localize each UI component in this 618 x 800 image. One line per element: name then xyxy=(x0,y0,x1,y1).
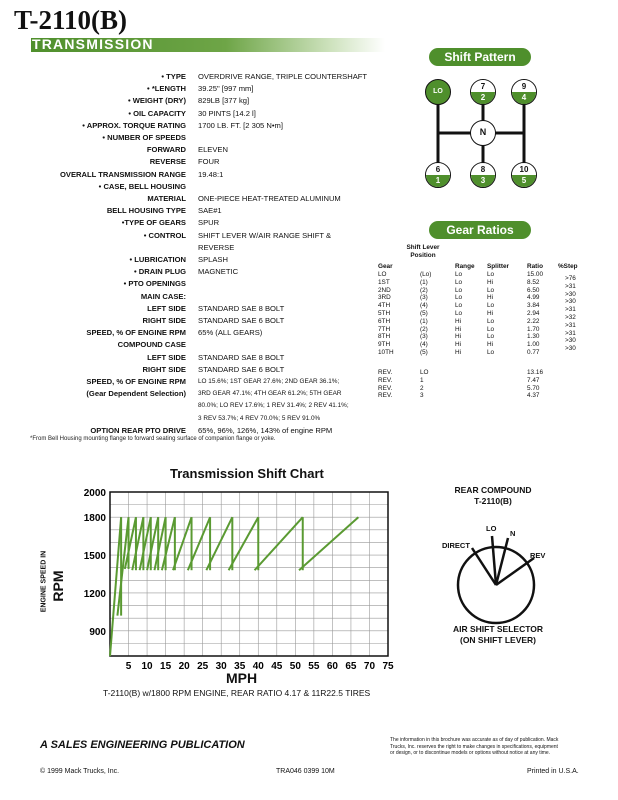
spec-value: SPUR xyxy=(198,218,220,228)
neutral-knob: N xyxy=(470,120,496,146)
reverse-cell: 13.16 xyxy=(527,369,543,376)
x-tick-label: 10 xyxy=(141,661,153,672)
x-tick-label: 60 xyxy=(326,661,338,672)
gear-cell: 9TH xyxy=(378,341,391,349)
selector-label-n: N xyxy=(510,529,516,538)
x-tick-label: 40 xyxy=(252,661,264,672)
chart-x-label: MPH xyxy=(226,670,258,686)
disclaimer-line-3: or design, or to discontinue models or options without notice at any time. xyxy=(390,750,551,756)
selector-caption-line2: (ON SHIFT LEVER) xyxy=(459,635,537,645)
gear-cell: Lo xyxy=(455,294,463,302)
spec-value: 39.25" [997 mm] xyxy=(198,84,254,94)
ratio-header: Ratio xyxy=(527,263,543,270)
spec-label: REVERSE xyxy=(149,157,186,167)
gear-cell: 6TH xyxy=(378,317,391,325)
spec-row xyxy=(0,315,400,327)
spec-value: STANDARD SAE 6 BOLT xyxy=(198,316,285,325)
gear-cell: (Lo) xyxy=(420,271,432,278)
gear-cell: Hi xyxy=(455,325,462,333)
gear-cell: 10TH xyxy=(378,349,394,356)
x-tick-label: 55 xyxy=(308,661,320,672)
spec-label: MATERIAL xyxy=(147,194,186,203)
step-cell: >31 xyxy=(565,282,576,290)
shift-lever-header: Shift Lever Position xyxy=(406,244,440,259)
spec-row xyxy=(0,376,400,388)
gear-cell: Lo xyxy=(455,278,463,286)
spec-value: REVERSE xyxy=(198,242,235,252)
spec-value: 829LB [377 kg] xyxy=(198,96,250,106)
disclaimer-line-2: Trucks, Inc. reserves the right to make changes in specifications, equipment xyxy=(390,743,558,750)
spec-value: SHIFT LEVER W/AIR RANGE SHIFT & xyxy=(198,230,332,240)
reverse-cell: 2 xyxy=(420,384,424,392)
gear-cell: Hi xyxy=(455,341,462,349)
gear-cell: Hi xyxy=(487,278,494,286)
gear-knob-label: LO xyxy=(433,88,443,95)
spec-value: 19.48:1 xyxy=(198,169,224,179)
spec-value: ELEVEN xyxy=(198,145,228,155)
gear-knob-bottom: 3 xyxy=(471,175,495,187)
gear-knob-top: 9 xyxy=(512,80,536,92)
gear-knob-top: 10 xyxy=(512,163,536,175)
gear-cell: Hi xyxy=(455,317,462,325)
spec-value: 30 PINTS [14.2 l] xyxy=(198,108,256,118)
y-tick-label: 2000 xyxy=(83,488,106,499)
spec-value: 1700 LB. FT. [2 305 N•m] xyxy=(198,120,283,130)
page-subtitle: TRANSMISSION xyxy=(32,36,154,52)
gear-cell: 2ND xyxy=(378,286,391,294)
spec-label: • TYPE xyxy=(161,72,186,81)
disclaimer-line-1: The information in this brochure was accurate as of day of publication. Mack xyxy=(390,737,559,743)
spec-row xyxy=(0,181,400,193)
selector-caption xyxy=(428,624,568,646)
spec-row xyxy=(0,254,400,266)
spec-label: COMPOUND CASE xyxy=(117,340,186,350)
gear-cell: Lo xyxy=(487,317,495,325)
reverse-cell: 7.47 xyxy=(527,376,540,384)
spec-row xyxy=(0,413,400,425)
x-tick-label: 50 xyxy=(289,661,301,672)
x-tick-label: 35 xyxy=(234,661,246,672)
spec-row xyxy=(0,339,400,351)
spec-row xyxy=(0,425,400,437)
spec-value: OVERDRIVE RANGE, TRIPLE COUNTERSHAFT xyxy=(198,72,368,81)
gear-cell: 1.70 xyxy=(527,325,540,333)
disclaimer xyxy=(390,737,558,757)
spec-label: • NUMBER OF SPEEDS xyxy=(102,133,186,142)
step-cell: >31 xyxy=(565,321,576,329)
spec-row xyxy=(0,352,400,364)
gear-cell: (3) xyxy=(420,294,428,302)
gear-cell: 4.99 xyxy=(527,294,540,302)
selector-label-direct: DIRECT xyxy=(442,541,470,550)
spec-label: OVERALL TRANSMISSION RANGE xyxy=(59,169,186,179)
chart-title: Transmission Shift Chart xyxy=(170,466,324,481)
gear-knob xyxy=(511,79,537,105)
x-tick-label: 20 xyxy=(178,661,190,672)
x-tick-label: 30 xyxy=(215,661,227,672)
shift-curve-segment xyxy=(299,517,358,570)
x-tick-label: 70 xyxy=(363,661,376,672)
reverse-cell: REV. xyxy=(378,376,393,384)
air-shift-selector-diagram xyxy=(440,520,560,630)
spec-row xyxy=(0,217,400,229)
spec-value: 65% (ALL GEARS) xyxy=(198,328,263,338)
y-tick-label: 1500 xyxy=(83,551,106,563)
gear-cell: 8TH xyxy=(378,333,391,341)
printed-in: Printed in U.S.A. xyxy=(527,768,579,775)
shift-chart xyxy=(40,480,400,695)
gear-cell: Hi xyxy=(487,310,494,317)
spec-label: • OIL CAPACITY xyxy=(128,108,186,118)
spec-row xyxy=(0,71,400,83)
gear-cell: 4TH xyxy=(378,302,391,310)
copyright: © 1999 Mack Trucks, Inc. xyxy=(40,768,120,775)
spec-label: • DRAIN PLUG xyxy=(133,267,186,277)
spec-row xyxy=(0,388,400,400)
gear-cell: Lo xyxy=(487,333,495,341)
x-tick-label: 75 xyxy=(382,661,394,672)
rear-compound-title xyxy=(428,485,558,507)
y-tick-label: 1200 xyxy=(83,588,106,600)
step-cell: >76 xyxy=(565,275,576,282)
spec-value: SAE#1 xyxy=(198,206,222,216)
gear-cell: 6.50 xyxy=(527,286,540,294)
spec-label: • CASE, BELL HOUSING xyxy=(98,181,186,191)
gear-cell: Lo xyxy=(455,302,463,310)
rear-compound-title-line2: T-2110(B) xyxy=(474,496,512,506)
spec-value: 65%, 96%, 126%, 143% of engine RPM xyxy=(198,425,333,435)
spec-row xyxy=(0,291,400,303)
gear-cell: LO xyxy=(378,271,387,278)
chart-caption: T-2110(B) w/1800 RPM ENGINE, REAR RATIO 4.17 & 11R22.5 TIRES xyxy=(103,688,371,698)
gear-cell: 1ST xyxy=(378,278,390,286)
gear-cell: Lo xyxy=(487,302,495,310)
gear-knob-bottom: 4 xyxy=(512,92,536,104)
gear-cell: 2.22 xyxy=(527,317,540,325)
gear-knob-top: 6 xyxy=(426,163,450,175)
gear-knob-bottom: 1 xyxy=(426,175,450,187)
spec-label: • APPROX. TORQUE RATING xyxy=(82,120,186,130)
footnote: *From Bell Housing mounting flange to forward seating surface of companion flange or yoke. xyxy=(30,436,276,442)
reverse-cell: 5.70 xyxy=(527,384,540,392)
reverse-cell: REV. xyxy=(378,392,393,400)
step-cell: >31 xyxy=(565,329,576,337)
shift-pattern-title: Shift Pattern xyxy=(429,48,531,66)
step-header: %Step xyxy=(558,263,578,270)
spec-label: • LUBRICATION xyxy=(129,255,186,264)
gear-cell: Hi xyxy=(487,294,494,302)
reverse-cell: 1 xyxy=(420,376,424,384)
spec-row xyxy=(0,95,400,107)
spec-label: LEFT SIDE xyxy=(147,303,186,313)
spec-label: • *LENGTH xyxy=(147,84,186,94)
gear-knob xyxy=(425,162,451,188)
spec-row xyxy=(0,364,400,376)
gear-cell: 8.52 xyxy=(527,278,540,286)
selector-label-rev: REV xyxy=(530,551,546,560)
step-cell: >30 xyxy=(565,337,576,345)
gear-cell: Lo xyxy=(487,325,495,333)
spec-row xyxy=(0,83,400,95)
gear-cell: (2) xyxy=(420,286,428,294)
reverse-cell: 3 xyxy=(420,392,424,400)
spec-value: STANDARD SAE 6 BOLT xyxy=(198,364,285,374)
spec-row xyxy=(0,266,400,278)
spec-row xyxy=(0,193,400,205)
gear-cell: 1.00 xyxy=(527,341,540,349)
gear-knob xyxy=(470,162,496,188)
range-header: Range xyxy=(455,263,475,270)
gear-cell: (4) xyxy=(420,302,428,310)
spec-row xyxy=(0,303,400,315)
spec-value: ONE-PIECE HEAT-TREATED ALUMINUM xyxy=(198,194,341,203)
spec-label: SPEED, % OF ENGINE RPM xyxy=(86,328,186,338)
reverse-cell: 4.37 xyxy=(527,392,540,400)
step-cell: >30 xyxy=(565,290,576,298)
gear-cell: 3.84 xyxy=(527,302,540,310)
spec-value: STANDARD SAE 8 BOLT xyxy=(198,352,285,362)
spec-label: FORWARD xyxy=(146,145,186,155)
gear-cell: Lo xyxy=(487,286,495,294)
rear-compound-title-line1: REAR COMPOUND xyxy=(454,485,532,495)
gear-cell: Hi xyxy=(455,333,462,341)
gear-cell: (3) xyxy=(420,333,428,341)
gear-cell: (4) xyxy=(420,341,428,349)
x-tick-label: 45 xyxy=(271,661,283,672)
gear-knob xyxy=(425,79,451,105)
spec-row xyxy=(0,205,400,217)
y-tick-label: 900 xyxy=(89,626,106,638)
spec-label: RIGHT SIDE xyxy=(142,316,186,325)
step-cell: >30 xyxy=(565,345,576,353)
spec-label: LEFT SIDE xyxy=(147,352,186,362)
gear-knob-top: 7 xyxy=(471,80,495,92)
gear-cell: Hi xyxy=(455,349,462,356)
gear-cell: 5TH xyxy=(378,310,391,317)
gear-ratios-title: Gear Ratios xyxy=(429,221,531,239)
spec-row xyxy=(0,278,400,290)
spec-value: LO 15.6%; 1ST GEAR 27.6%; 2ND GEAR 36.1%; xyxy=(198,378,340,385)
spec-value: 3 REV 53.7%; 4 REV 70.0%; 5 REV 91.0% xyxy=(198,414,321,422)
gear-cell: 7TH xyxy=(378,325,391,333)
spec-value: SPLASH xyxy=(198,255,228,264)
spec-row xyxy=(0,132,400,144)
gear-knob-bottom: 2 xyxy=(471,92,495,104)
spec-row xyxy=(0,120,400,132)
spec-label: SPEED, % OF ENGINE RPM xyxy=(86,377,186,386)
gear-cell: Hi xyxy=(487,341,494,349)
spec-row xyxy=(0,230,400,242)
spec-label: • CONTROL xyxy=(143,230,186,240)
selector-caption-line1: AIR SHIFT SELECTOR xyxy=(452,624,544,634)
publication-label: A SALES ENGINEERING PUBLICATION xyxy=(40,739,245,751)
spec-value: 3RD GEAR 47.1%; 4TH GEAR 61.2%; 5TH GEAR xyxy=(198,390,342,398)
gear-cell: 15.00 xyxy=(527,271,543,278)
gear-cell: Lo xyxy=(455,286,463,294)
gear-cell: (1) xyxy=(420,278,428,286)
gear-header: Gear xyxy=(378,263,393,270)
y-tick-label: 1800 xyxy=(83,513,106,525)
gear-knob-top: 8 xyxy=(471,163,495,175)
spec-row xyxy=(0,144,400,156)
spec-row xyxy=(0,169,400,181)
reverse-cell: REV. xyxy=(378,369,393,376)
spec-label: •TYPE OF GEARS xyxy=(121,218,186,228)
x-tick-label: 15 xyxy=(160,661,172,672)
gear-knob xyxy=(511,162,537,188)
gear-cell: Lo xyxy=(487,349,495,356)
spec-row xyxy=(0,108,400,120)
shift-curve-segment xyxy=(110,517,121,656)
spec-row xyxy=(0,327,400,339)
gear-cell: (5) xyxy=(420,310,428,317)
gear-knob-bottom: 5 xyxy=(512,175,536,187)
gear-cell: Lo xyxy=(455,271,463,278)
chart-y-label-small: ENGINE SPEED IN xyxy=(40,550,48,613)
x-tick-label: 65 xyxy=(345,661,357,672)
gear-cell: 2.94 xyxy=(527,310,540,317)
spec-label: • WEIGHT (DRY) xyxy=(127,96,186,106)
chart-y-label: RPM xyxy=(50,570,66,602)
spec-label: BELL HOUSING TYPE xyxy=(106,206,186,216)
gear-cell: (1) xyxy=(420,317,428,325)
x-tick-label: 25 xyxy=(197,661,209,672)
reverse-cell: LO xyxy=(420,369,429,376)
spec-row xyxy=(0,400,400,412)
gear-cell: 0.77 xyxy=(527,349,540,356)
gear-cell: (2) xyxy=(420,325,428,333)
spec-value: FOUR xyxy=(198,157,220,167)
step-cell: >30 xyxy=(565,298,576,306)
gear-cell: Lo xyxy=(455,310,463,317)
page-title: T-2110(B) xyxy=(14,5,128,35)
gear-cell: (5) xyxy=(420,349,428,356)
gear-knob xyxy=(470,79,496,105)
spec-label: (Gear Dependent Selection) xyxy=(86,389,186,399)
spec-value: STANDARD SAE 8 BOLT xyxy=(198,303,285,313)
gear-cell: Lo xyxy=(487,271,495,278)
spec-label: MAIN CASE: xyxy=(140,291,186,301)
spec-value: MAGNETIC xyxy=(198,267,239,277)
spec-row xyxy=(0,242,400,254)
step-cell: >31 xyxy=(565,306,576,314)
reverse-cell: REV. xyxy=(378,384,393,392)
selector-label-lo: LO xyxy=(486,524,497,533)
plot-frame xyxy=(110,492,388,656)
x-tick-label: 5 xyxy=(125,661,132,672)
gear-cell: 3RD xyxy=(378,294,391,302)
gear-cell: 1.30 xyxy=(527,333,540,341)
step-cell: >32 xyxy=(565,314,576,321)
publication-code: TRA046 0399 10M xyxy=(276,768,335,775)
spec-value: 80.0%; LO REV 17.6%; 1 REV 31.4%; 2 REV 41.1%; xyxy=(198,402,349,410)
spec-label: OPTION REAR PTO DRIVE xyxy=(90,425,186,435)
spec-row xyxy=(0,156,400,168)
spec-label: RIGHT SIDE xyxy=(142,364,186,374)
splitter-header: Splitter xyxy=(487,263,510,270)
spec-label: • PTO OPENINGS xyxy=(123,279,186,289)
